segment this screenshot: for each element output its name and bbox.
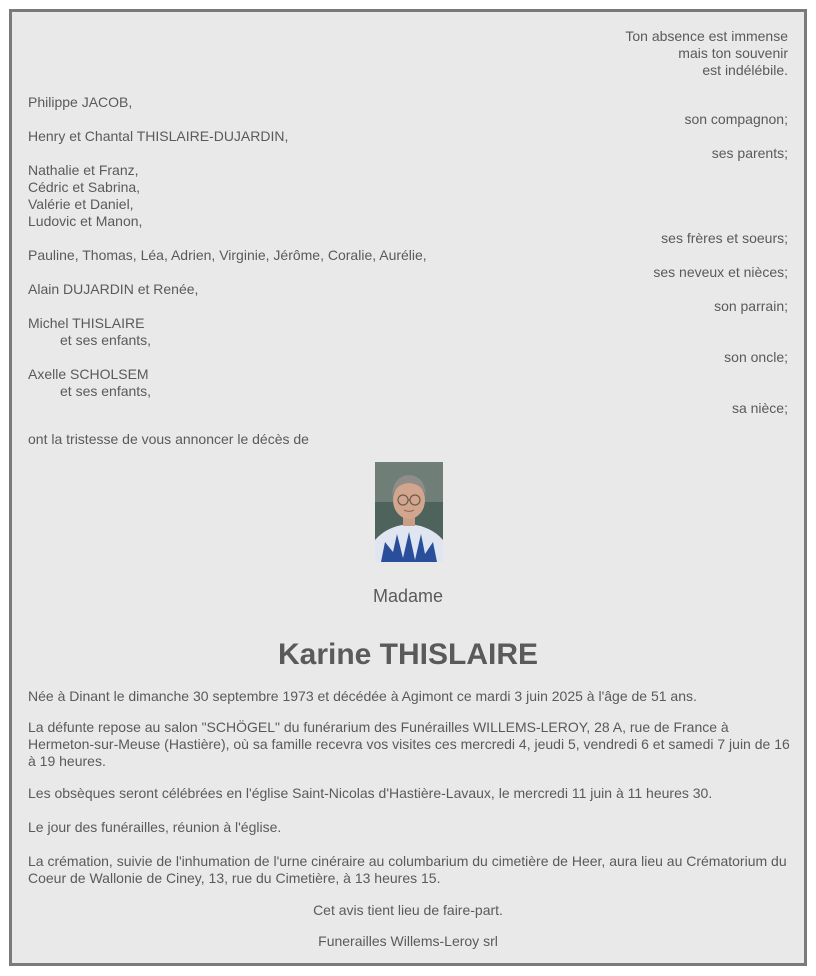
family-name: Cédric et Sabrina,	[28, 179, 141, 195]
family-name: Philippe JACOB,	[28, 94, 133, 110]
family-name: Henry et Chantal THISLAIRE-DUJARDIN,	[28, 128, 289, 144]
paragraph-cremation: La crémation, suivie de l'inhumation de l'urne cinéraire au columbarium du cimetière de Heer, aura lieu au Crématorium du Coeur de Wallonie de Ciney, 13, rue du Cimetière, à 13 heures 15.	[28, 853, 787, 886]
family-name: Ludovic et Manon,	[28, 213, 143, 229]
salutation: Madame	[372, 586, 444, 606]
paragraph-meeting: Le jour des funérailles, réunion à l'église.	[28, 819, 282, 835]
quote-line-3: est indélébile.	[702, 62, 788, 78]
family-subline: et ses enfants,	[60, 383, 152, 399]
family-name: Michel THISLAIRE	[28, 315, 145, 331]
paragraph-funeral-service: Les obsèques seront célébrées en l'église Saint-Nicolas d'Hastière-Lavaux, le mercredi 11 juin à 11 heures 30.	[28, 785, 713, 801]
family-relation: son oncle;	[724, 349, 788, 365]
family-name: Pauline, Thomas, Léa, Adrien, Virginie, Jérôme, Coralie, Aurélie,	[28, 247, 427, 263]
paragraph-visitation: La défunte repose au salon "SCHÖGEL" du funérarium des Funérailles WILLEMS-LEROY, 28 A, rue de France à Hermeton-sur-Meuse (Hastière), où sa famille recevra vos visites ces mercredi 4, jeudi 5, vendredi 6 et samedi 7 juin de 16 à 19 heures.	[28, 719, 790, 769]
family-relation: sa nièce;	[731, 400, 788, 416]
obituary-card	[9, 9, 807, 966]
announcement: ont la tristesse de vous annoncer le décès de	[28, 431, 309, 447]
footer-company: Funerailles Willems-Leroy srl	[318, 933, 498, 949]
family-name: Alain DUJARDIN et Renée,	[28, 281, 199, 297]
deceased-name: Karine THISLAIRE	[277, 638, 539, 671]
quote-line-1: Ton absence est immense	[625, 28, 788, 44]
family-name: Valérie et Daniel,	[28, 196, 134, 212]
family-relation: son parrain;	[714, 298, 788, 314]
family-name: Nathalie et Franz,	[28, 162, 139, 178]
portrait-photo	[375, 462, 443, 562]
paragraph-birth-death: Née à Dinant le dimanche 30 septembre 1973 et décédée à Agimont ce mardi 3 juin 2025 à l'âge de 51 ans.	[28, 688, 697, 704]
family-relation: son compagnon;	[684, 111, 788, 127]
family-relation: ses frères et soeurs;	[661, 230, 788, 246]
family-relation: ses neveux et nièces;	[653, 264, 788, 280]
family-relation: ses parents;	[711, 145, 788, 161]
family-subline: et ses enfants,	[60, 332, 152, 348]
footer-notice: Cet avis tient lieu de faire-part.	[313, 902, 503, 918]
quote-line-2: mais ton souvenir	[678, 45, 788, 61]
family-name: Axelle SCHOLSEM	[28, 366, 149, 382]
